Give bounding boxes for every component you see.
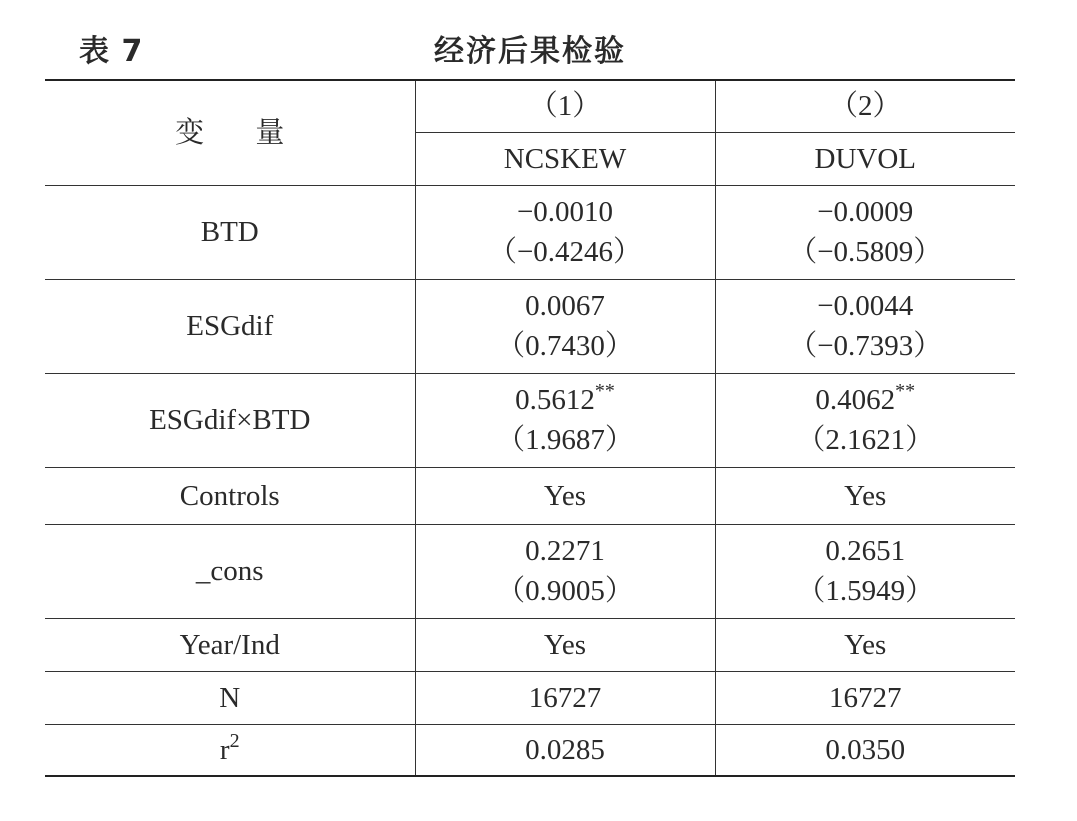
column-name-ncskew: NCSKEW — [415, 132, 715, 185]
table-header — [45, 22, 1015, 72]
table-number: 表 7 — [79, 34, 144, 69]
table-row — [45, 524, 1015, 618]
column-number-1: （1） — [415, 80, 715, 132]
cell-col2: Yes — [715, 467, 1015, 524]
table-row — [45, 279, 1015, 373]
cell-col1: Yes — [415, 467, 715, 524]
cell-col1: −0.0010 （−0.4246） — [415, 185, 715, 279]
row-label: BTD — [45, 185, 415, 279]
cell-col2: 0.0350 — [715, 724, 1015, 776]
column-name-duvol: DUVOL — [715, 132, 1015, 185]
table-row — [45, 618, 1015, 671]
cell-col2: −0.0009 （−0.5809） — [715, 185, 1015, 279]
significance-stars: ** — [895, 380, 916, 402]
cell-col2: −0.0044 （−0.7393） — [715, 279, 1015, 373]
row-label: N — [45, 671, 415, 724]
significance-stars: ** — [594, 380, 615, 402]
cell-col2: 0.2651 （1.5949） — [715, 524, 1015, 618]
cell-col1: 16727 — [415, 671, 715, 724]
table-row — [45, 671, 1015, 724]
cell-col2: 0.4062** （2.1621） — [715, 373, 1015, 467]
cell-col1: 0.0067 （0.7430） — [415, 279, 715, 373]
row-label: $r^2$ — [45, 724, 415, 776]
variable-header: 变 量 — [45, 80, 415, 185]
cell-col1: 0.5612** （1.9687） — [415, 373, 715, 467]
cell-col1: 0.2271 （0.9005） — [415, 524, 715, 618]
table-row — [45, 724, 1015, 776]
regression-table — [45, 79, 1015, 777]
table-row — [45, 467, 1015, 524]
row-label: Year/Ind — [45, 618, 415, 671]
row-label: _cons — [45, 524, 415, 618]
cell-col1: Yes — [415, 618, 715, 671]
table-title: 经济后果检验 — [434, 34, 626, 69]
row-label: Controls — [45, 467, 415, 524]
row-label: ESGdif×BTD — [45, 373, 415, 467]
header-row-numbers — [45, 80, 1015, 132]
cell-col1: 0.0285 — [415, 724, 715, 776]
column-number-2: （2） — [715, 80, 1015, 132]
row-label: ESGdif — [45, 279, 415, 373]
cell-col2: Yes — [715, 618, 1015, 671]
table-row — [45, 185, 1015, 279]
table-row — [45, 373, 1015, 467]
cell-col2: 16727 — [715, 671, 1015, 724]
